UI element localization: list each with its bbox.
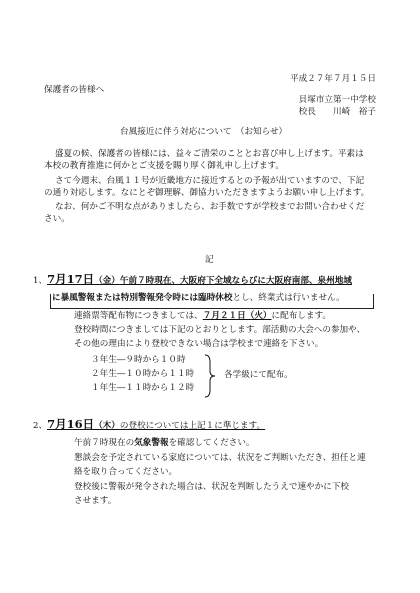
item1-date: 7月17日 — [47, 272, 95, 286]
body-line: 本校の教育推進に何かとご支援を賜り厚く御礼申し上げます。 — [44, 161, 284, 171]
item1-closure-note: とし、終業式は行いません。 — [232, 293, 345, 303]
item2-check-text2: を確認してください。 — [168, 438, 255, 448]
body-line: さい。 — [44, 214, 70, 224]
item2-text: の登校については上記１に準じます。 — [119, 421, 266, 431]
item2-line4: 絡を取り合ってください。 — [74, 467, 178, 477]
time-row: １年生―１１時から１２時 — [91, 383, 195, 393]
item2-line2 — [74, 439, 255, 449]
item2-line6: させます。 — [74, 496, 117, 506]
item2-line3: 懇談会を予定されている家庭については、状況をご判断いただき、担任と連 — [74, 453, 366, 463]
item2-date: 7月16日 — [47, 417, 95, 431]
body-line: さて今週末、台風１１号が近畿地方に接近するとの予報が出ていますので、下記 — [55, 176, 365, 186]
ki-heading: 記 — [205, 255, 214, 265]
item1-number: 1、 — [33, 276, 48, 286]
item1-closure: 臨時休校 — [198, 293, 233, 303]
body-line: なお、何かご不明な点がありましたら、お手数ですが学校までお問い合わせくだ — [55, 202, 365, 212]
principal-name: 校長 川崎 裕子 — [298, 107, 376, 117]
item1-text: 午前７時現在、大阪府下全域ならびに大阪府南部、泉州地域 — [119, 276, 352, 286]
item1-dist-text: 連絡票等配布物につきましては、 — [74, 311, 203, 321]
item1-line1 — [33, 273, 352, 287]
item1-dist-date: ７月２１日（火） — [202, 311, 272, 321]
recipient: 保護者の皆様へ — [44, 85, 105, 95]
item1-highlight-frame — [50, 294, 374, 309]
item1-day: （金） — [94, 276, 120, 286]
body-line: の通り対応します。なにとぞ御理解、御協力いただきますようお願い申し上げます。 — [44, 188, 370, 198]
item1-line4: 登校時間につきましては下記のとおりとします。部活動の大会への参加や、 — [74, 325, 366, 335]
item2-number: 2、 — [33, 421, 48, 431]
item2-day: （木） — [94, 421, 120, 431]
classroom-note: 各学級にて配布。 — [224, 370, 293, 380]
time-row: ２年生―１０時から１１時 — [91, 369, 195, 379]
document-title: 台風接近に伴う対応について （お知らせ） — [120, 127, 288, 137]
item2-check-text: 午前７時現在の — [74, 438, 135, 448]
item1-warning-text: に暴風警報または特別警報発令時には — [52, 293, 199, 303]
item1-line5: その他の理由により登校できない場合は学校まで連絡を下さい。 — [74, 339, 324, 349]
body-line: 盛夏の候、保護者の皆様には、益々ご清栄のこととお喜び申し上げます。平素は — [55, 149, 364, 159]
item1-dist-text2: に配布します。 — [271, 311, 331, 321]
item2-line1 — [33, 418, 265, 432]
item2-line5: 登校後に警報が発令された場合は、状況を判断したうえで速やかに下校 — [74, 482, 350, 492]
time-row: ３年生―９時から１０時 — [91, 355, 186, 365]
item1-line3 — [74, 312, 331, 322]
document-date: 平成２７年７月１５日 — [290, 74, 376, 84]
item2-weather-warning: 気象警報 — [134, 438, 169, 448]
brace-icon — [203, 354, 217, 398]
school-name: 貝塚市立第一中学校 — [298, 95, 376, 105]
